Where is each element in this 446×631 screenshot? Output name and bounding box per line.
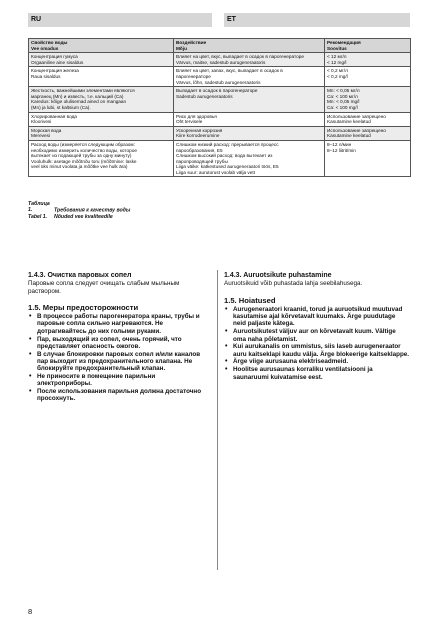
ru-safety-list — [28, 313, 208, 403]
page-number: 8 — [28, 607, 33, 616]
caption-ru-number: Таблица 1. — [28, 201, 50, 214]
effect-cell — [174, 112, 325, 126]
cell-line: Ca: < 100 mg/l — [327, 104, 358, 110]
cell-line: Выпадает в осадок в парогенераторе — [176, 88, 258, 94]
cell-line: Liiga suur: aurutorust voolab välja vett — [176, 169, 255, 175]
recommendation-cell — [325, 87, 411, 112]
cell-line: Использование запрещено — [327, 127, 386, 133]
header-line: Рекомендация — [327, 40, 361, 45]
cell-line: Vooluhulk: asetage mõõtnõu toru (mõõtmine: laske — [31, 158, 137, 164]
cell-line: (Mn) ja lubi, st kaltsium (Ca). — [31, 104, 91, 110]
russian-column — [28, 272, 208, 403]
cell-line: вытекает из подающей трубы за одну минуту) — [31, 153, 132, 159]
cell-line: Ускоренная коррозия — [176, 127, 223, 133]
ru-section-safety-title: 1.5. Меры предосторожности — [28, 302, 139, 312]
recommendation-cell — [325, 53, 411, 67]
cell-line: парообразования, E5 — [176, 147, 223, 153]
table-row — [29, 53, 411, 67]
cell-line: Kiire korrodeerumine — [176, 133, 220, 139]
et-safety-item: • Auruotsikutest väljuv aur on kõrvetavalt kuum. Vältige oma naha põletamist. — [224, 328, 410, 343]
property-cell — [29, 126, 174, 140]
cell-line: Слишком высокий расход: вода вытекает из — [176, 153, 273, 159]
et-safety-item: • Aurugeneraatori kraanid, torud ja auruotsikud muutuvad kasutamise ajal kõrvetavalt kuumaks. Ärge puudutage neid paljaste kätega. — [224, 306, 410, 328]
cell-line: < 0,2 мг/л — [327, 68, 348, 74]
cell-line: Mn: < 0,05 мг/л — [327, 88, 360, 94]
table-row — [29, 67, 411, 87]
effect-cell — [174, 67, 325, 87]
et-safety-item: • Kui aurukanalis on ummistus, siis laseb aurugeneraator auru kaitseklapi kaudu välja. Ärge blokeerige kaitseklappe. — [224, 343, 410, 358]
property-cell — [29, 67, 174, 87]
cell-line: < 0,2 mg/l — [327, 73, 348, 79]
property-cell — [29, 53, 174, 67]
cell-line: Orgaaniline aine sisaldus — [31, 59, 84, 65]
cell-line: Влияет на цвет, вкус, выпадает в осадок в парогенераторе — [176, 54, 304, 60]
recommendation-cell — [325, 67, 411, 87]
cell-line: Kasutamine keelatud — [327, 133, 371, 139]
language-tag-et: ET — [224, 13, 410, 27]
effect-cell — [174, 53, 325, 67]
cell-line: Oht tervisele — [176, 119, 203, 125]
property-cell — [29, 140, 174, 177]
estonian-column — [224, 272, 410, 381]
et-section-cleaning-title: 1.4.3. Auruotsikute puhastamine — [224, 272, 332, 279]
cell-line: Риск для здоровья — [176, 113, 217, 119]
header-line: Mõju — [176, 45, 187, 51]
cell-line: парогенераторе — [176, 73, 211, 79]
cell-line: 8–12 л/мин — [327, 141, 352, 147]
cell-line: Kloorivesi — [31, 119, 52, 125]
cell-line: Использование запрещено — [327, 113, 386, 119]
ru-safety-item: • Не приносите в помещение парильни электроприборы. — [28, 373, 208, 388]
cell-line: Sadestub aurugeneraatoris — [176, 93, 233, 99]
cell-line: необходимо измерить количество воды, которое — [31, 147, 137, 153]
cell-line: 8–12 liitrit/min — [327, 147, 356, 153]
property-cell — [29, 87, 174, 112]
header-recommendation — [325, 39, 411, 53]
cell-line: Ca: < 100 мг/л — [327, 93, 358, 99]
effect-cell — [174, 87, 325, 112]
et-section-safety-title: 1.5. Hoiatused — [224, 295, 276, 305]
cell-line: Mn: < 0,05 mg/l — [327, 99, 360, 105]
et-safety-item: • Ärge viige aurusauna elektriseadmeid. — [224, 358, 410, 365]
cell-line: Kasutamine keelatud — [327, 119, 371, 125]
ru-safety-item: • Пар, выходящий из сопел, очень горячий, что представляет опасность ожогов. — [28, 336, 208, 351]
effect-cell — [174, 126, 325, 140]
cell-line: Влияет на цвет, запах, вкус, выпадает в осадок в — [176, 68, 283, 74]
recommendation-cell — [325, 126, 411, 140]
header-line: Vee omadus — [31, 45, 59, 51]
cell-line: Слишком низкий расход: прерывается процесс — [176, 141, 279, 147]
header-line: Воздействие — [176, 40, 207, 45]
ru-section-cleaning-text: Паровые сопла следует очищать слабым мыльным раствором. — [28, 280, 180, 295]
cell-line: Värvus, maitse, sadestub aurugeneraatoris — [176, 59, 266, 65]
table-row — [29, 126, 411, 140]
cell-line: Liiga väike: katkestused aurugeneraatori töös, E5 — [176, 164, 279, 170]
column-divider — [217, 270, 218, 570]
language-tag-ru: RU — [28, 13, 212, 27]
cell-line: < 12 mg/l — [327, 59, 347, 65]
cell-line: Морская вода — [31, 127, 62, 133]
effect-cell — [174, 140, 325, 177]
et-safety-list — [224, 306, 410, 381]
cell-line: Merevesi — [31, 133, 51, 139]
et-safety-item: • Hoolitse aurusaunas korraliku ventilatsiooni ja saunaruumi kuivatamise eest. — [224, 366, 410, 381]
ru-section-cleaning-title: 1.4.3. Очистка паровых сопел — [28, 272, 132, 279]
caption-ru-text: Требования к качеству воды — [54, 207, 131, 214]
table-row — [29, 87, 411, 112]
cell-line: Хлорированная вода — [31, 113, 77, 119]
ru-safety-item: • После использования парильня должна достаточно просохнуть. — [28, 388, 208, 403]
property-cell — [29, 112, 174, 126]
water-quality-table — [28, 38, 411, 177]
cell-line: Karedus: kõige olulisemad ained on mangaan — [31, 99, 127, 105]
cell-line: Жесткость, важнейшими элементами являются — [31, 88, 135, 94]
header-line: Soovitus — [327, 45, 347, 51]
cell-line: Концентрация железа — [31, 68, 79, 74]
caption-et-text: Nõuded vee kvaliteedile — [54, 213, 113, 220]
cell-line: марганец (Mn) и известь, т.е. кальций (Ca) — [31, 93, 124, 99]
et-section-cleaning-text: Auruotsikuid võib puhastada lahja seebilahusega. — [224, 280, 363, 288]
cell-line: Концентрация гумуса — [31, 54, 78, 60]
cell-line: паропроводящей трубы — [176, 158, 228, 164]
table-caption — [28, 201, 130, 220]
ru-safety-item: • В процессе работы парогенератора краны, трубы и паровые сопла сильно нагреваются. Не дотрагивайтесь до них голыми руками. — [28, 313, 208, 335]
header-water-property — [29, 39, 174, 53]
header-line: Свойство воды — [31, 40, 68, 45]
table-row — [29, 140, 411, 177]
recommendation-cell — [325, 140, 411, 177]
cell-line: < 12 мг/л — [327, 54, 347, 60]
cell-line: Värvus, lõhn, sadestub aurugeneraatoris — [176, 79, 261, 85]
header-effect — [174, 39, 325, 53]
table-row — [29, 112, 411, 126]
cell-line: veel üks minut voolata ja mõõtke vee hulk ära) — [31, 164, 128, 170]
cell-line: Расход воды (измеряется следующим образом: — [31, 141, 135, 147]
caption-et-number: Tabel 1. — [28, 213, 48, 220]
recommendation-cell — [325, 112, 411, 126]
cell-line: Raua sisaldus — [31, 73, 61, 79]
ru-safety-item: • В случае блокировки паровых сопел и/или каналов пар выходит из предохранительного клапана. Не блокируйте предохранительный клапан. — [28, 351, 208, 373]
